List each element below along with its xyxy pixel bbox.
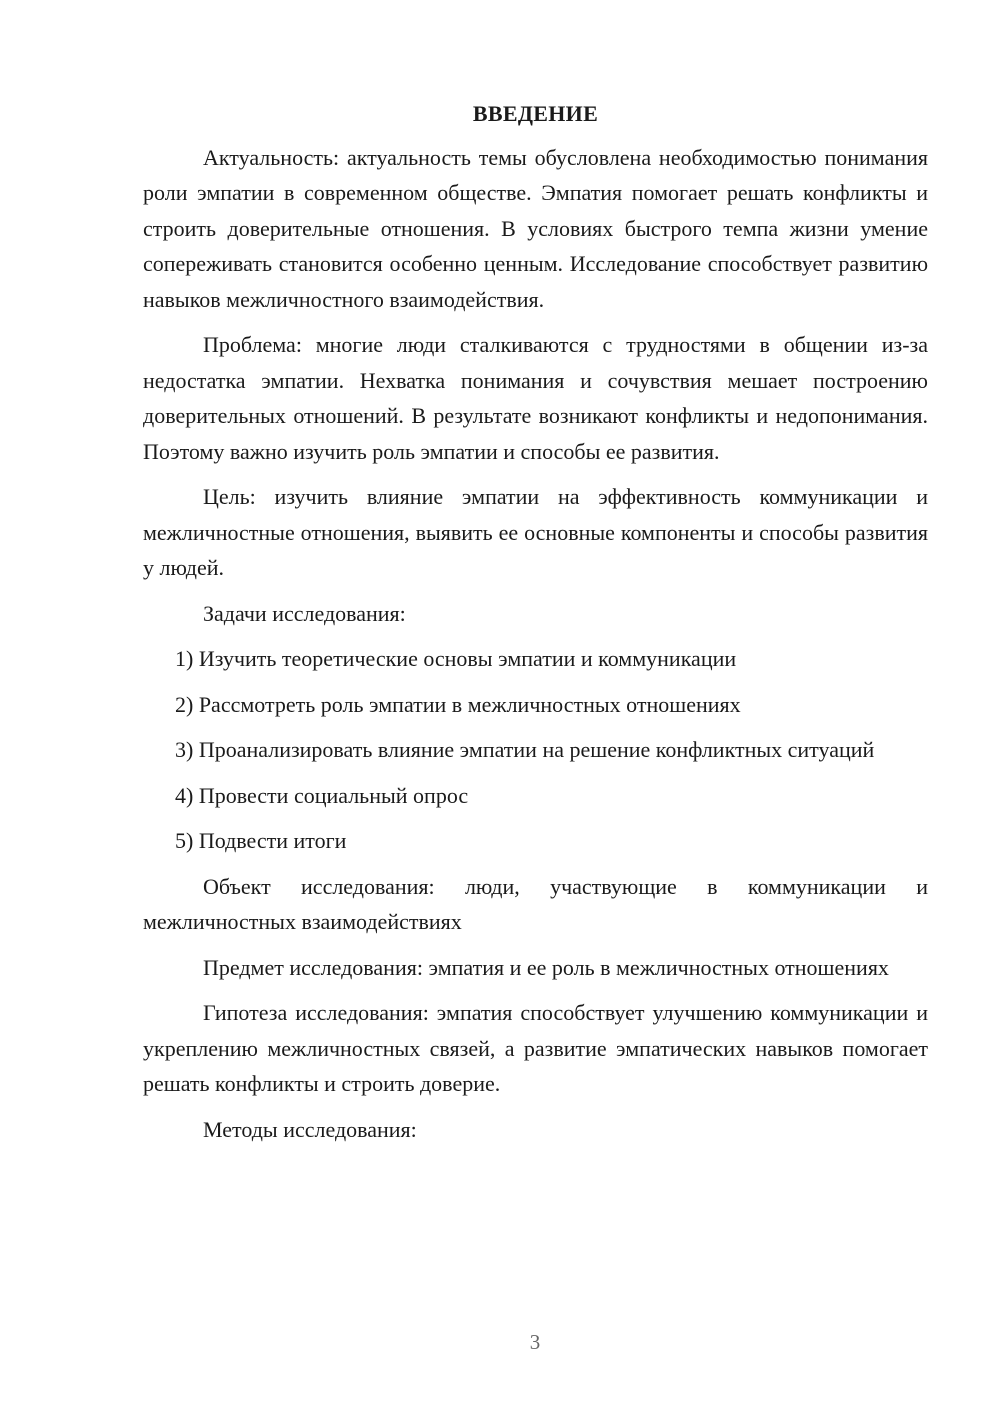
relevance-paragraph: Актуальность: актуальность темы обусловлена необходимостью понимания роли эмпатии в современном обществе. Эмпатия помогает решать конфликты и строить доверительные отношения. В условиях быстрого темпа жизни умение сопереживать становится особенно ценным. Исследование способствует развитию навыков межличностного взаимодействия.: [143, 144, 928, 312]
task-item-2: 2) Рассмотреть роль эмпатии в межличностных отношениях: [175, 691, 741, 717]
subject-paragraph: Предмет исследования: эмпатия и ее роль в межличностных отношениях: [203, 954, 889, 980]
document-page: [143, 96, 928, 1157]
goal-paragraph: Цель: изучить влияние эмпатии на эффективность коммуникации и межличностные отношения, выявить ее основные компоненты и способы развития у людей.: [143, 484, 928, 580]
problem-paragraph: Проблема: многие люди сталкиваются с трудностями в общении из-за недостатка эмпатии. Нехватка понимания и сочувствия мешает построению доверительных отношений. В результате возникают конфликты и недопонимания. Поэтому важно изучить роль эмпатии и способы ее развития.: [143, 332, 928, 464]
document-title: ВВЕДЕНИЕ: [472, 101, 599, 126]
tasks-list: [143, 641, 928, 859]
object-paragraph: Объект исследования: люди, участвующие в коммуникации и межличностных взаимодействиях: [143, 873, 928, 934]
task-item-1: 1) Изучить теоретические основы эмпатии и коммуникации: [175, 646, 737, 671]
task-item-5: 5) Подвести итоги: [175, 828, 347, 853]
task-item-4: 4) Провести социальный опрос: [175, 782, 469, 808]
page-number: 3: [529, 1330, 541, 1354]
hypothesis-paragraph: Гипотеза исследования: эмпатия способствует улучшению коммуникации и укреплению межличностных связей, а развитие эмпатических навыков помогает решать конфликты и строить доверие.: [143, 1000, 928, 1096]
task-item-3: 3) Проанализировать влияние эмпатии на решение конфликтных ситуаций: [175, 737, 875, 762]
tasks-label: Задачи исследования:: [203, 600, 406, 626]
methods-label: Методы исследования:: [203, 1116, 417, 1142]
